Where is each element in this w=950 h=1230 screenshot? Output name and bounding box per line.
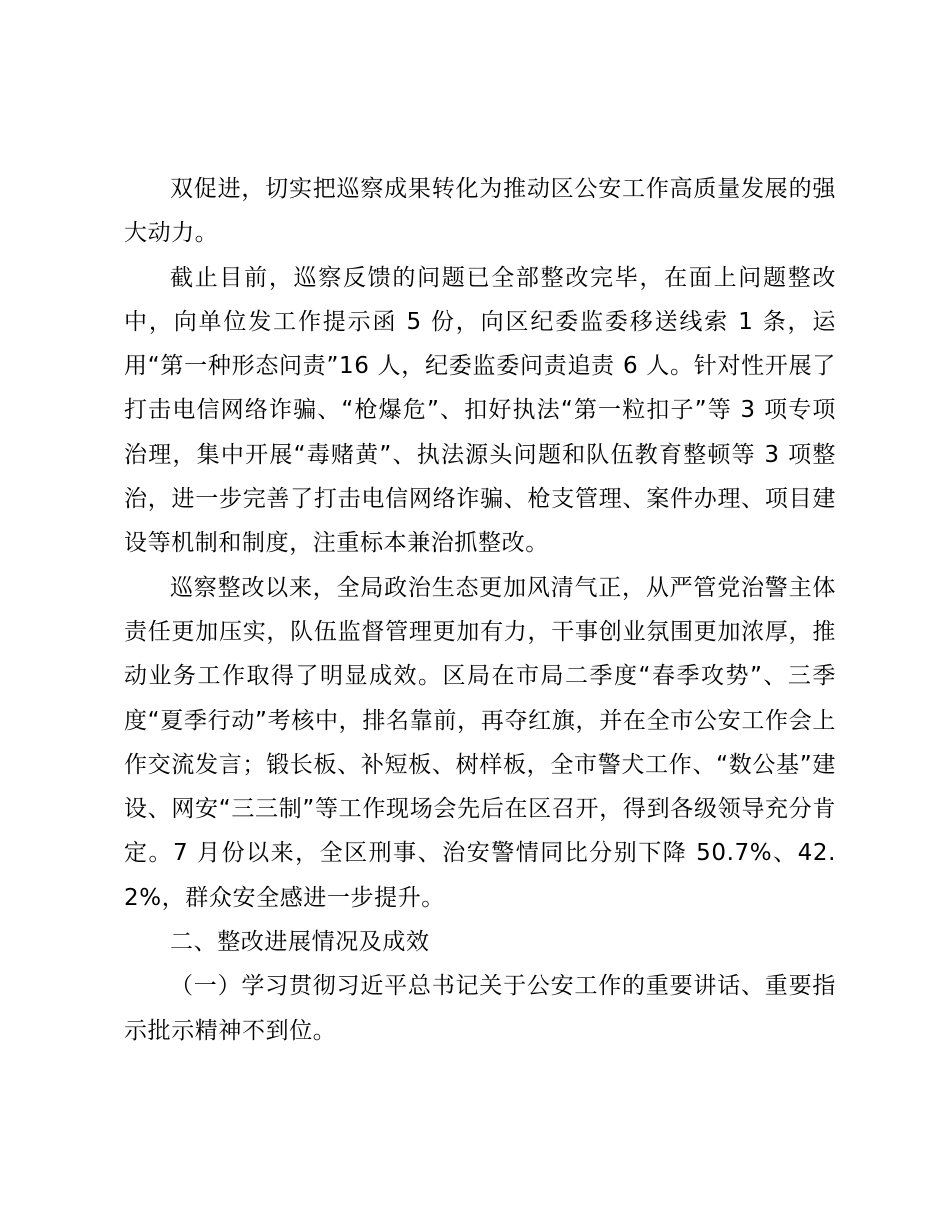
paragraph-rectification-progress: 截止目前，巡察反馈的问题已全部整改完毕，在面上问题整改中，向单位发工作提示函 5 份，向区纪委监委移送线索 1 条，运用“第一种形态问责”16 人，纪委监委问责追责 6 人。针对性开展了打击电信网络诈骗、“枪爆危”、扣好执法“第一粒扣子”等 3 项专项治理，集中开展“毒赌黄”、执法源头问题和队伍教育整顿等 3 项整治，进一步完善了打击电信网络诈骗、枪支管理、案件办理、项目建设等机制和制度，注重标本兼治抓整改。 <box>124 264 836 557</box>
section-heading-progress-and-results: 二、整改进展情况及成效 <box>170 929 430 956</box>
paragraph-conclusion-continued: 双促进，切实把巡察成果转化为推动区公安工作高质量发展的强大动力。 <box>124 176 836 247</box>
paragraph-rectification-results: 巡察整改以来，全局政治生态更加风清气正，从严管党治警主体责任更加压实，队伍监督管理更加有力，干事创业氛围更加浓厚，推动业务工作取得了明显成效。区局在市局二季度“春季攻势”、三季度“夏季行动”考核中，排名靠前，再夺红旗，并在全市公安工作会上作交流发言；锻长板、补短板、树样板，全市警犬工作、“数公基”建设、网安“三三制”等工作现场会先后在区召开，得到各级领导充分肯定。7 月份以来，全区刑事、治安警情同比分别下降 50.7%、42.2%，群众安全感进一步提升。 <box>124 574 836 911</box>
document-body <box>124 167 836 1053</box>
subsection-heading-study-implementation: （一）学习贯彻习近平总书记关于公安工作的重要讲话、重要指示批示精神不到位。 <box>124 973 836 1044</box>
